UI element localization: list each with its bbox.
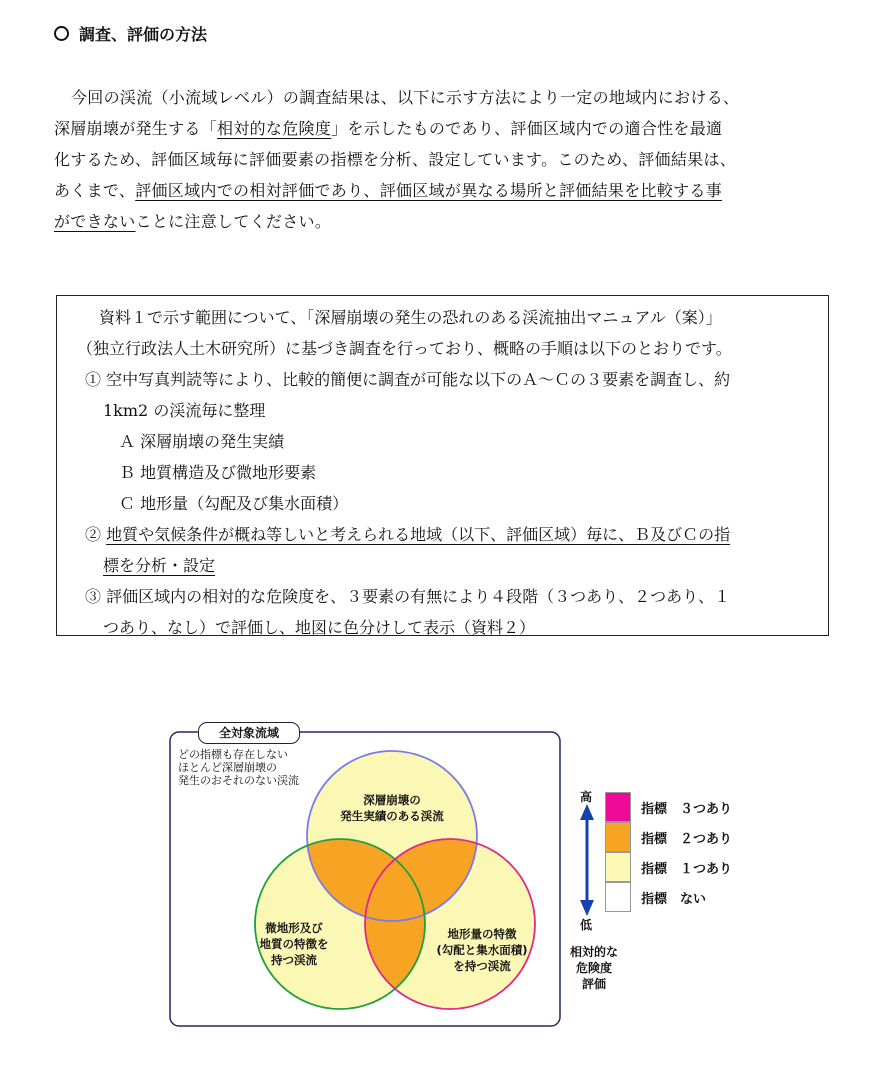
intro-line-5: ができないことに注意してください。: [54, 212, 332, 231]
step-2: ② 地質や気候条件が概ね等しいと考えられる地域（以下、評価区域）毎に、Ｂ及びＣの指: [85, 525, 731, 544]
circle-b-label: 微地形及び 地質の特徴を 持つ渓流: [259, 921, 329, 967]
no-indicator-note: どの指標も存在しない ほとんど深層崩壊の 発生のおそれのない渓流: [178, 748, 299, 787]
relative-evaluation-underline: 評価区域内での相対評価であり、評価区域が異なる場所と評価結果を比較する事: [135, 181, 722, 200]
element-c: Ｃ 地形量（勾配及び集水面積）: [119, 494, 349, 513]
intro-paragraph: [54, 82, 824, 237]
risk-arrow-up-head: [580, 804, 594, 820]
step-1: ① 空中写真判読等により、比較的簡便に調査が可能な以下のＡ～Ｃの３要素を調査し、約: [85, 370, 731, 389]
intro-line-3: 化するため、評価区域毎に評価要素の指標を分析、設定しています。このため、評価結果は、: [54, 150, 737, 169]
legend-swatch: [605, 882, 631, 912]
step-2-cont: 標を分析・設定: [103, 556, 216, 575]
relative-risk-underline: 相対的な危険度: [217, 119, 332, 138]
intro-line-2: 深層崩壊が発生する「相対的な危険度」を示したものであり、評価区域内での適合性を最適: [54, 119, 723, 138]
axis-low-label: 低: [580, 918, 593, 932]
circle-bullet-icon: [54, 26, 69, 41]
intro-line-1: 今回の渓流（小流域レベル）の調査結果は、以下に示す方法により一定の地域内における、: [71, 88, 740, 107]
axis-high-label: 高: [580, 790, 593, 804]
circle-c-label: 地形量の特徴 (勾配と集水面積) を持つ渓流: [436, 927, 528, 973]
axis-title: 相対的な 危険度 評価: [569, 945, 618, 991]
legend-swatch: [605, 822, 631, 852]
risk-arrow-down-head: [580, 900, 594, 916]
heading-text: 調査、評価の方法: [79, 25, 208, 44]
step-1-cont: 1km2 の渓流毎に整理: [103, 401, 266, 420]
procedure-box: [56, 295, 829, 636]
element-a: Ａ 深層崩壊の発生実績: [119, 432, 285, 451]
legend-swatch: [605, 852, 631, 882]
intro-line-4: あくまで、評価区域内での相対評価であり、評価区域が異なる場所と評価結果を比較する事: [54, 181, 722, 200]
step-3: ③ 評価区域内の相対的な危険度を、３要素の有無により４段階（３つあり、２つあり、１: [85, 587, 731, 606]
step-3-cont: つあり、なし）で評価し、地図に色分けして表示（資料２）: [103, 618, 536, 637]
legend-swatch: [605, 792, 631, 822]
circle-a-label: 深層崩壊の 発生実績のある渓流: [340, 793, 444, 823]
venn-figure: 全対象流域 どの指標も存在しない ほとんど深層崩壊の 発生のおそれのない渓流 深層崩壊の 発生実績のある渓流 微地形及び 地質の特徴を 持つ渓流 地形量の特徴 (勾配と集水面積) を持つ渓流 高 低 相対的な 危険度 評価 指標 ３つあり 指標 ２つあり 指標 １つあり 指標 ない: [160, 720, 640, 1036]
frame-title: 全対象流域: [198, 722, 300, 744]
box-line-1: 資料１で示す範囲について、「深層崩壊の発生の恐れのある渓流抽出マニュアル（案）」: [99, 308, 722, 327]
section-heading: [54, 22, 207, 45]
element-b: Ｂ 地質構造及び微地形要素: [119, 463, 317, 482]
box-line-2: （独立行政法人土木研究所）に基づき調査を行っており、概略の手順は以下のとおりです。: [77, 339, 732, 358]
